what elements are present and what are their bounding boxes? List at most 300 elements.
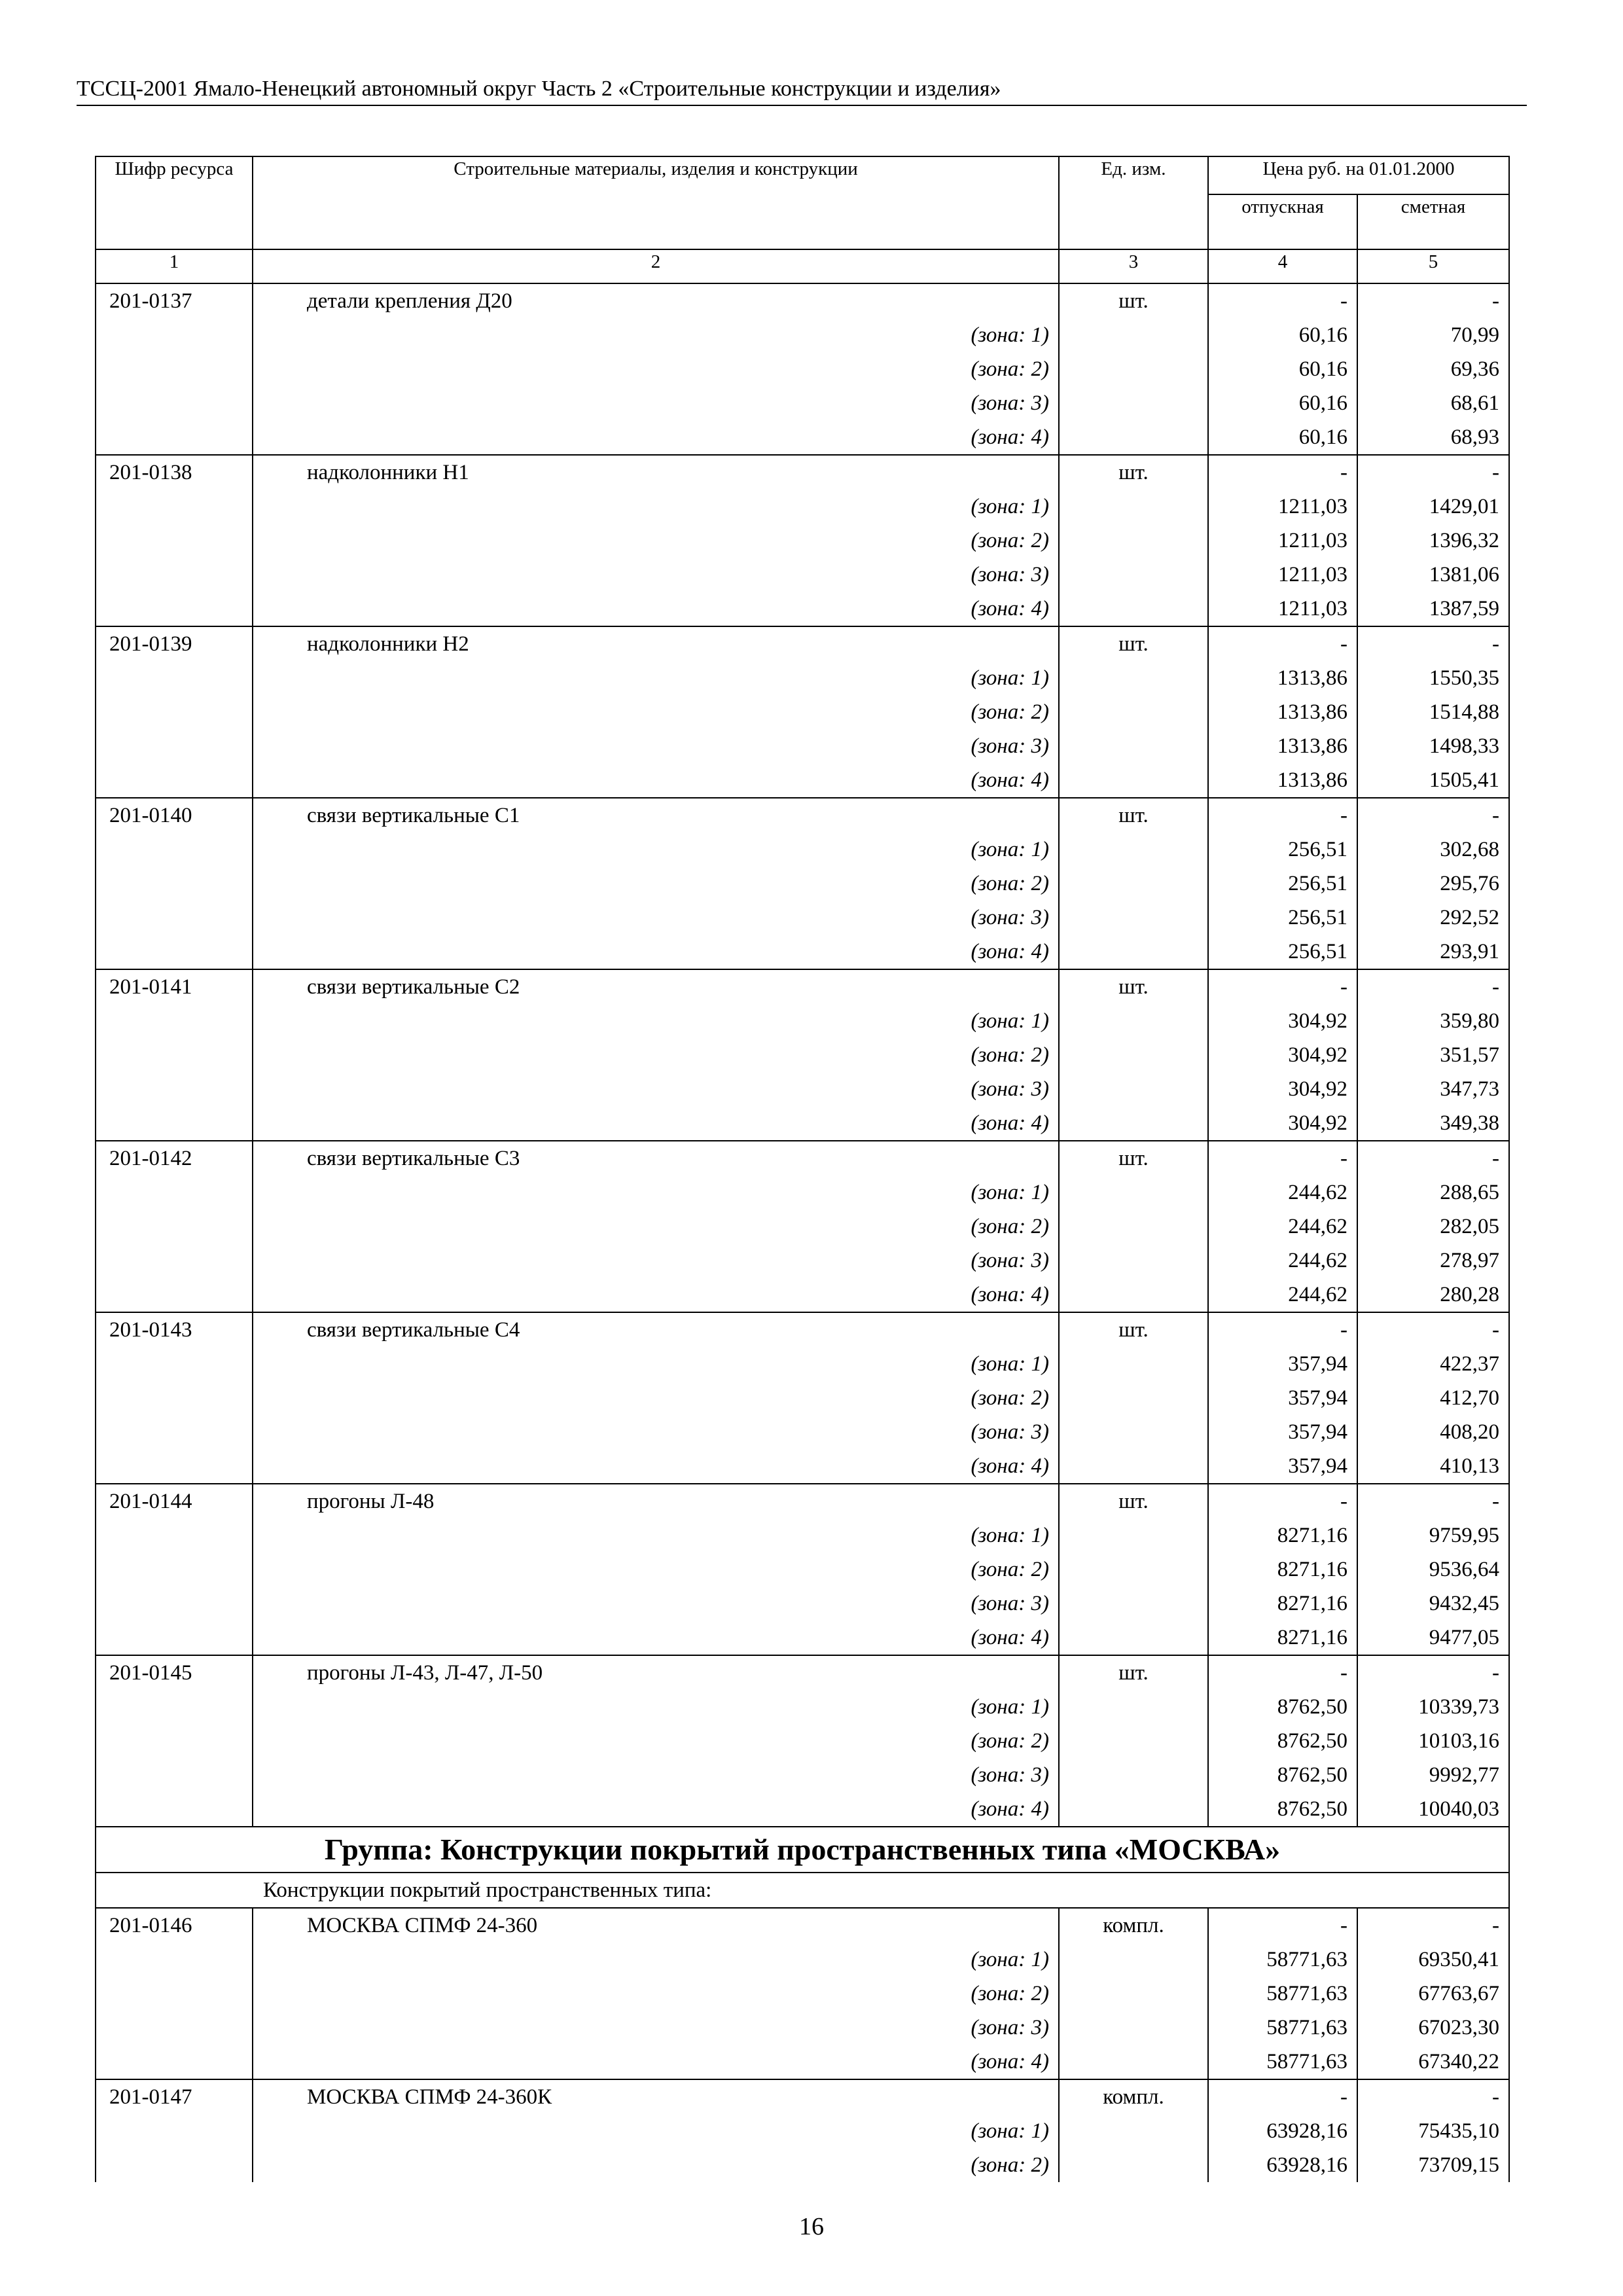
col-number-3: 3	[1059, 249, 1208, 283]
zone-unit-cell	[1059, 901, 1208, 935]
release-price: -	[1208, 1312, 1357, 1347]
zone-row	[96, 1977, 1509, 2011]
zone-unit-cell	[1059, 592, 1208, 626]
zone-code-cell	[96, 1758, 253, 1792]
zone-release-price: 256,51	[1208, 935, 1357, 969]
table-row	[96, 1312, 1509, 1347]
zone-code-cell	[96, 1518, 253, 1552]
table-row	[96, 798, 1509, 833]
zone-unit-cell	[1059, 1106, 1208, 1141]
zone-code-cell	[96, 1038, 253, 1072]
zone-unit-cell	[1059, 386, 1208, 420]
zone-code-cell	[96, 420, 253, 455]
zone-label: (зона: 2)	[253, 524, 1059, 558]
zone-estimate-price: 295,76	[1357, 867, 1509, 901]
zone-label: (зона: 2)	[253, 1381, 1059, 1415]
resource-name: связи вертикальные С1	[253, 798, 1059, 833]
zone-label: (зона: 3)	[253, 1415, 1059, 1449]
zone-unit-cell	[1059, 1175, 1208, 1210]
resource-unit: компл.	[1059, 2079, 1208, 2114]
zone-code-cell	[96, 352, 253, 386]
zone-code-cell	[96, 1072, 253, 1106]
release-price: -	[1208, 969, 1357, 1004]
zone-row	[96, 490, 1509, 524]
zone-estimate-price: 9536,64	[1357, 1552, 1509, 1587]
zone-release-price: 1211,03	[1208, 490, 1357, 524]
col-header-name: Строительные материалы, изделия и конструкции	[253, 156, 1059, 249]
zone-label: (зона: 4)	[253, 1621, 1059, 1655]
zone-row	[96, 2011, 1509, 2045]
zone-code-cell	[96, 318, 253, 352]
zone-label: (зона: 2)	[253, 352, 1059, 386]
zone-estimate-price: 1550,35	[1357, 661, 1509, 695]
subgroup-row	[96, 1873, 1509, 1908]
table-body	[96, 283, 1509, 2182]
zone-estimate-price: 68,61	[1357, 386, 1509, 420]
table-row	[96, 2079, 1509, 2114]
zone-row	[96, 695, 1509, 729]
zone-release-price: 244,62	[1208, 1210, 1357, 1244]
zone-row	[96, 935, 1509, 969]
estimate-price: -	[1357, 1908, 1509, 1943]
zone-row	[96, 1449, 1509, 1484]
zone-label: (зона: 2)	[253, 1038, 1059, 1072]
zone-estimate-price: 349,38	[1357, 1106, 1509, 1141]
resource-name: связи вертикальные С4	[253, 1312, 1059, 1347]
zone-label: (зона: 1)	[253, 661, 1059, 695]
zone-unit-cell	[1059, 490, 1208, 524]
zone-release-price: 256,51	[1208, 833, 1357, 867]
release-price: -	[1208, 455, 1357, 490]
zone-label: (зона: 1)	[253, 1004, 1059, 1038]
zone-label: (зона: 2)	[253, 1977, 1059, 2011]
subgroup-title: Конструкции покрытий пространственных типа:	[96, 1873, 1509, 1908]
zone-code-cell	[96, 729, 253, 763]
zone-release-price: 60,16	[1208, 420, 1357, 455]
zone-estimate-price: 9759,95	[1357, 1518, 1509, 1552]
zone-label: (зона: 3)	[253, 386, 1059, 420]
zone-label: (зона: 2)	[253, 695, 1059, 729]
zone-release-price: 8762,50	[1208, 1724, 1357, 1758]
table-row	[96, 1655, 1509, 1690]
estimate-price: -	[1357, 2079, 1509, 2114]
zone-code-cell	[96, 490, 253, 524]
zone-label: (зона: 1)	[253, 1690, 1059, 1724]
zone-release-price: 63928,16	[1208, 2148, 1357, 2182]
resource-unit: шт.	[1059, 1484, 1208, 1518]
zone-code-cell	[96, 1415, 253, 1449]
zone-label: (зона: 1)	[253, 1943, 1059, 1977]
zone-code-cell	[96, 763, 253, 798]
estimate-price: -	[1357, 626, 1509, 661]
zone-unit-cell	[1059, 935, 1208, 969]
zone-row	[96, 1587, 1509, 1621]
zone-estimate-price: 292,52	[1357, 901, 1509, 935]
resource-name: детали крепления Д20	[253, 283, 1059, 318]
zone-code-cell	[96, 1977, 253, 2011]
zone-release-price: 256,51	[1208, 901, 1357, 935]
zone-code-cell	[96, 1004, 253, 1038]
release-price: -	[1208, 626, 1357, 661]
zone-release-price: 357,94	[1208, 1415, 1357, 1449]
zone-estimate-price: 10040,03	[1357, 1792, 1509, 1827]
zone-release-price: 58771,63	[1208, 2045, 1357, 2079]
zone-release-price: 1313,86	[1208, 729, 1357, 763]
zone-label: (зона: 3)	[253, 1244, 1059, 1278]
zone-unit-cell	[1059, 833, 1208, 867]
zone-unit-cell	[1059, 1690, 1208, 1724]
resource-code: 201-0146	[96, 1908, 253, 1943]
zone-row	[96, 2114, 1509, 2148]
zone-unit-cell	[1059, 558, 1208, 592]
zone-label: (зона: 4)	[253, 1278, 1059, 1312]
zone-code-cell	[96, 558, 253, 592]
zone-estimate-price: 347,73	[1357, 1072, 1509, 1106]
zone-row	[96, 1210, 1509, 1244]
zone-code-cell	[96, 2045, 253, 2079]
zone-unit-cell	[1059, 1977, 1208, 2011]
col-number-2: 2	[253, 249, 1059, 283]
release-price: -	[1208, 1655, 1357, 1690]
zone-row	[96, 763, 1509, 798]
zone-label: (зона: 1)	[253, 1518, 1059, 1552]
estimate-price: -	[1357, 1312, 1509, 1347]
zone-row	[96, 661, 1509, 695]
zone-release-price: 58771,63	[1208, 1977, 1357, 2011]
zone-release-price: 244,62	[1208, 1244, 1357, 1278]
estimate-price: -	[1357, 455, 1509, 490]
zone-estimate-price: 1505,41	[1357, 763, 1509, 798]
zone-estimate-price: 9992,77	[1357, 1758, 1509, 1792]
zone-label: (зона: 2)	[253, 2148, 1059, 2182]
resource-code: 201-0147	[96, 2079, 253, 2114]
zone-code-cell	[96, 592, 253, 626]
zone-unit-cell	[1059, 729, 1208, 763]
col-header-release: отпускная	[1208, 194, 1357, 249]
resource-unit: компл.	[1059, 1908, 1208, 1943]
zone-release-price: 8762,50	[1208, 1758, 1357, 1792]
estimate-price: -	[1357, 283, 1509, 318]
zone-row	[96, 1943, 1509, 1977]
zone-row	[96, 729, 1509, 763]
zone-code-cell	[96, 1621, 253, 1655]
zone-code-cell	[96, 867, 253, 901]
zone-estimate-price: 278,97	[1357, 1244, 1509, 1278]
zone-label: (зона: 2)	[253, 1552, 1059, 1587]
table-row	[96, 626, 1509, 661]
zone-row	[96, 1381, 1509, 1415]
zone-row	[96, 420, 1509, 455]
estimate-price: -	[1357, 1141, 1509, 1175]
zone-unit-cell	[1059, 1449, 1208, 1484]
page-header: ТССЦ-2001 Ямало-Ненецкий автономный округ Часть 2 «Строительные конструкции и изделия»	[77, 73, 1527, 106]
table-row	[96, 1908, 1509, 1943]
release-price: -	[1208, 1908, 1357, 1943]
resource-unit: шт.	[1059, 969, 1208, 1004]
col-number-1: 1	[96, 249, 253, 283]
zone-row	[96, 2045, 1509, 2079]
col-number-5: 5	[1357, 249, 1509, 283]
zone-unit-cell	[1059, 1381, 1208, 1415]
zone-unit-cell	[1059, 352, 1208, 386]
zone-unit-cell	[1059, 695, 1208, 729]
resource-code: 201-0145	[96, 1655, 253, 1690]
zone-estimate-price: 67023,30	[1357, 2011, 1509, 2045]
zone-row	[96, 2148, 1509, 2182]
zone-unit-cell	[1059, 1004, 1208, 1038]
zone-label: (зона: 3)	[253, 1758, 1059, 1792]
zone-label: (зона: 4)	[253, 2045, 1059, 2079]
zone-row	[96, 1690, 1509, 1724]
zone-label: (зона: 3)	[253, 2011, 1059, 2045]
zone-estimate-price: 293,91	[1357, 935, 1509, 969]
zone-row	[96, 1175, 1509, 1210]
zone-release-price: 256,51	[1208, 867, 1357, 901]
zone-code-cell	[96, 1244, 253, 1278]
zone-unit-cell	[1059, 1621, 1208, 1655]
zone-estimate-price: 351,57	[1357, 1038, 1509, 1072]
zone-code-cell	[96, 1347, 253, 1381]
zone-estimate-price: 67763,67	[1357, 1977, 1509, 2011]
zone-release-price: 60,16	[1208, 352, 1357, 386]
resource-unit: шт.	[1059, 626, 1208, 661]
resource-code: 201-0138	[96, 455, 253, 490]
zone-label: (зона: 1)	[253, 318, 1059, 352]
col-header-estimate: сметная	[1357, 194, 1509, 249]
zone-release-price: 1313,86	[1208, 661, 1357, 695]
zone-estimate-price: 69350,41	[1357, 1943, 1509, 1977]
zone-label: (зона: 3)	[253, 901, 1059, 935]
zone-unit-cell	[1059, 2011, 1208, 2045]
zone-code-cell	[96, 661, 253, 695]
release-price: -	[1208, 798, 1357, 833]
resource-code: 201-0137	[96, 283, 253, 318]
zone-unit-cell	[1059, 1415, 1208, 1449]
zone-release-price: 60,16	[1208, 386, 1357, 420]
zone-code-cell	[96, 833, 253, 867]
zone-label: (зона: 4)	[253, 1792, 1059, 1827]
release-price: -	[1208, 1484, 1357, 1518]
resource-unit: шт.	[1059, 1655, 1208, 1690]
zone-estimate-price: 9432,45	[1357, 1587, 1509, 1621]
col-header-code: Шифр ресурса	[96, 156, 253, 249]
zone-estimate-price: 280,28	[1357, 1278, 1509, 1312]
zone-estimate-price: 10339,73	[1357, 1690, 1509, 1724]
zone-estimate-price: 288,65	[1357, 1175, 1509, 1210]
resource-code: 201-0141	[96, 969, 253, 1004]
table-row	[96, 455, 1509, 490]
resource-name: связи вертикальные С3	[253, 1141, 1059, 1175]
zone-label: (зона: 1)	[253, 833, 1059, 867]
zone-unit-cell	[1059, 1552, 1208, 1587]
zone-unit-cell	[1059, 1278, 1208, 1312]
zone-estimate-price: 9477,05	[1357, 1621, 1509, 1655]
zone-label: (зона: 2)	[253, 1724, 1059, 1758]
zone-code-cell	[96, 1690, 253, 1724]
release-price: -	[1208, 283, 1357, 318]
zone-label: (зона: 1)	[253, 1347, 1059, 1381]
col-header-unit: Ед. изм.	[1059, 156, 1208, 249]
zone-row	[96, 1278, 1509, 1312]
zone-label: (зона: 2)	[253, 1210, 1059, 1244]
zone-release-price: 357,94	[1208, 1347, 1357, 1381]
zone-code-cell	[96, 386, 253, 420]
zone-release-price: 304,92	[1208, 1004, 1357, 1038]
zone-unit-cell	[1059, 2148, 1208, 2182]
zone-release-price: 63928,16	[1208, 2114, 1357, 2148]
zone-estimate-price: 67340,22	[1357, 2045, 1509, 2079]
group-title: Группа: Конструкции покрытий пространственных типа «МОСКВА»	[96, 1827, 1509, 1873]
zone-row	[96, 901, 1509, 935]
resource-unit: шт.	[1059, 1312, 1208, 1347]
resource-unit: шт.	[1059, 1141, 1208, 1175]
estimate-price: -	[1357, 1484, 1509, 1518]
zone-estimate-price: 1514,88	[1357, 695, 1509, 729]
zone-row	[96, 1724, 1509, 1758]
zone-release-price: 1211,03	[1208, 524, 1357, 558]
zone-code-cell	[96, 1792, 253, 1827]
zone-estimate-price: 359,80	[1357, 1004, 1509, 1038]
resource-name: связи вертикальные С2	[253, 969, 1059, 1004]
zone-unit-cell	[1059, 1724, 1208, 1758]
zone-estimate-price: 410,13	[1357, 1449, 1509, 1484]
zone-unit-cell	[1059, 1758, 1208, 1792]
zone-unit-cell	[1059, 1943, 1208, 1977]
zone-code-cell	[96, 2148, 253, 2182]
zone-estimate-price: 282,05	[1357, 1210, 1509, 1244]
zone-row	[96, 558, 1509, 592]
zone-label: (зона: 4)	[253, 420, 1059, 455]
zone-estimate-price: 412,70	[1357, 1381, 1509, 1415]
zone-code-cell	[96, 1210, 253, 1244]
zone-row	[96, 833, 1509, 867]
zone-row	[96, 1758, 1509, 1792]
zone-estimate-price: 1396,32	[1357, 524, 1509, 558]
col-number-4: 4	[1208, 249, 1357, 283]
zone-release-price: 1211,03	[1208, 558, 1357, 592]
group-title-row	[96, 1827, 1509, 1873]
zone-estimate-price: 68,93	[1357, 420, 1509, 455]
zone-release-price: 1313,86	[1208, 763, 1357, 798]
resource-name: прогоны Л-43, Л-47, Л-50	[253, 1655, 1059, 1690]
zone-unit-cell	[1059, 2045, 1208, 2079]
zone-label: (зона: 4)	[253, 1106, 1059, 1141]
zone-unit-cell	[1059, 1038, 1208, 1072]
resource-code: 201-0144	[96, 1484, 253, 1518]
zone-row	[96, 1518, 1509, 1552]
col-header-price-group: Цена руб. на 01.01.2000	[1208, 156, 1509, 194]
zone-unit-cell	[1059, 1587, 1208, 1621]
estimate-price: -	[1357, 969, 1509, 1004]
zone-code-cell	[96, 1381, 253, 1415]
zone-release-price: 8271,16	[1208, 1518, 1357, 1552]
zone-code-cell	[96, 935, 253, 969]
resource-code: 201-0143	[96, 1312, 253, 1347]
zone-row	[96, 1038, 1509, 1072]
resource-code: 201-0142	[96, 1141, 253, 1175]
zone-row	[96, 1347, 1509, 1381]
price-table	[95, 156, 1510, 2182]
zone-label: (зона: 1)	[253, 1175, 1059, 1210]
zone-row	[96, 1004, 1509, 1038]
zone-unit-cell	[1059, 2114, 1208, 2148]
zone-label: (зона: 3)	[253, 1072, 1059, 1106]
zone-estimate-price: 75435,10	[1357, 2114, 1509, 2148]
release-price: -	[1208, 2079, 1357, 2114]
zone-estimate-price: 1387,59	[1357, 592, 1509, 626]
resource-unit: шт.	[1059, 798, 1208, 833]
zone-unit-cell	[1059, 763, 1208, 798]
zone-row	[96, 386, 1509, 420]
zone-release-price: 357,94	[1208, 1381, 1357, 1415]
zone-unit-cell	[1059, 318, 1208, 352]
zone-release-price: 357,94	[1208, 1449, 1357, 1484]
zone-row	[96, 524, 1509, 558]
zone-row	[96, 1792, 1509, 1827]
zone-code-cell	[96, 1175, 253, 1210]
zone-unit-cell	[1059, 1518, 1208, 1552]
resource-name: надколонники Н2	[253, 626, 1059, 661]
zone-release-price: 244,62	[1208, 1175, 1357, 1210]
zone-estimate-price: 70,99	[1357, 318, 1509, 352]
zone-row	[96, 1106, 1509, 1141]
zone-code-cell	[96, 1106, 253, 1141]
zone-release-price: 1313,86	[1208, 695, 1357, 729]
zone-code-cell	[96, 901, 253, 935]
zone-release-price: 8271,16	[1208, 1552, 1357, 1587]
resource-unit: шт.	[1059, 283, 1208, 318]
table-row	[96, 1141, 1509, 1175]
zone-label: (зона: 3)	[253, 729, 1059, 763]
zone-code-cell	[96, 2114, 253, 2148]
zone-release-price: 58771,63	[1208, 1943, 1357, 1977]
zone-code-cell	[96, 1587, 253, 1621]
zone-unit-cell	[1059, 661, 1208, 695]
zone-code-cell	[96, 1552, 253, 1587]
zone-release-price: 8762,50	[1208, 1792, 1357, 1827]
zone-unit-cell	[1059, 1210, 1208, 1244]
zone-row	[96, 1415, 1509, 1449]
zone-code-cell	[96, 524, 253, 558]
zone-release-price: 304,92	[1208, 1072, 1357, 1106]
resource-name: МОСКВА СПМФ 24-360К	[253, 2079, 1059, 2114]
zone-estimate-price: 1381,06	[1357, 558, 1509, 592]
zone-label: (зона: 1)	[253, 490, 1059, 524]
zone-label: (зона: 4)	[253, 935, 1059, 969]
zone-code-cell	[96, 2011, 253, 2045]
page-number: 16	[799, 2213, 824, 2240]
zone-row	[96, 1621, 1509, 1655]
zone-label: (зона: 4)	[253, 592, 1059, 626]
resource-name: МОСКВА СПМФ 24-360	[253, 1908, 1059, 1943]
resource-unit: шт.	[1059, 455, 1208, 490]
release-price: -	[1208, 1141, 1357, 1175]
zone-code-cell	[96, 1449, 253, 1484]
zone-estimate-price: 69,36	[1357, 352, 1509, 386]
estimate-price: -	[1357, 1655, 1509, 1690]
zone-label: (зона: 2)	[253, 867, 1059, 901]
zone-release-price: 60,16	[1208, 318, 1357, 352]
zone-row	[96, 1072, 1509, 1106]
zone-label: (зона: 3)	[253, 558, 1059, 592]
zone-row	[96, 1244, 1509, 1278]
zone-unit-cell	[1059, 524, 1208, 558]
zone-release-price: 58771,63	[1208, 2011, 1357, 2045]
table-row	[96, 1484, 1509, 1518]
zone-unit-cell	[1059, 1347, 1208, 1381]
zone-label: (зона: 1)	[253, 2114, 1059, 2148]
zone-estimate-price: 422,37	[1357, 1347, 1509, 1381]
